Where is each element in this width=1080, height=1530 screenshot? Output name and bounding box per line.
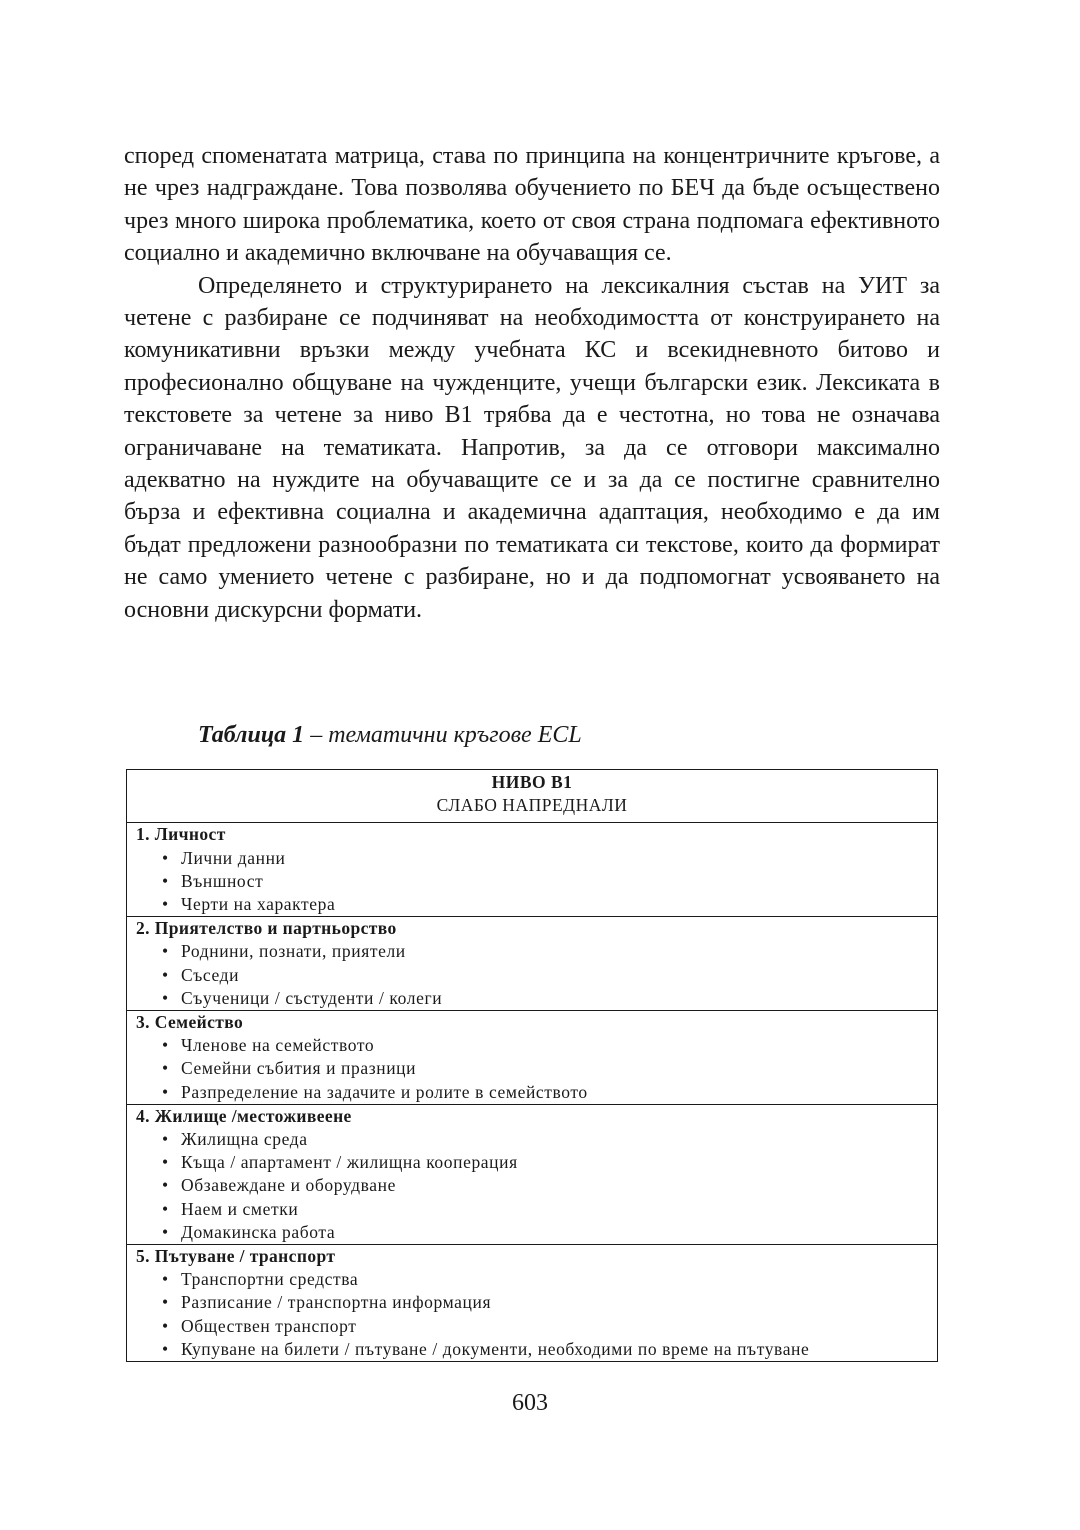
section-items bbox=[136, 1034, 937, 1104]
table-caption-text: – тематични кръгове ECL bbox=[304, 722, 582, 748]
table-section-friendship bbox=[127, 917, 937, 1011]
list-item: • Обществен транспорт bbox=[162, 1315, 937, 1338]
list-item: • Черти на характера bbox=[162, 893, 937, 916]
list-item: • Семейни събития и празници bbox=[162, 1057, 937, 1080]
section-title: 1. Личност bbox=[136, 824, 226, 845]
table-section-family bbox=[127, 1011, 937, 1105]
table-section-housing bbox=[127, 1105, 937, 1245]
themes-table bbox=[126, 769, 938, 1362]
list-item: • Роднини, познати, приятели bbox=[162, 940, 937, 963]
paragraph-2: Определянето и структурирането на лексикалния състав на УИТ за четене с разбиране се подчиняват на необходимостта от конструирането на комуникативни връзки между учебната КС и всекидневното битово и професионално общуване на чужденците, учещи български език. Лексиката в текстовете за четене за ниво В1 трябва да е честотна, но това не означава ограничаване на тематиката. Напротив, за да се отговори максимално адекватно на нуждите на обучаващите се и за да се постигне сравнително бърза и ефективна социална и академична адаптация, необходимо е да им бъдат предложени разнообразни по тематиката си текстове, които да формират не само умението четене с разбиране, но и да подпомогнат усвояването на основни дискурсни формати. bbox=[124, 272, 940, 623]
list-item: • Външност bbox=[162, 870, 937, 893]
list-item: • Обзавеждане и оборудване bbox=[162, 1174, 937, 1197]
list-item: • Лични данни bbox=[162, 847, 937, 870]
list-item: • Наем и сметки bbox=[162, 1198, 937, 1221]
list-item: • Транспортни средства bbox=[162, 1268, 937, 1291]
section-title: 4. Жилище /местоживеене bbox=[136, 1105, 352, 1126]
section-title: 3. Семейство bbox=[136, 1012, 244, 1033]
list-item: • Домакинска работа bbox=[162, 1221, 937, 1244]
list-item: • Разпределение на задачите и ролите в семейството bbox=[162, 1081, 937, 1104]
list-item: • Купуване на билети / пътуване / документи, необходими по време на пътуване bbox=[162, 1338, 937, 1361]
table-section-travel bbox=[127, 1245, 937, 1361]
section-items bbox=[136, 847, 937, 917]
section-title: 5. Пътуване / транспорт bbox=[136, 1246, 336, 1267]
paragraph-1: според споменатата матрица, става по принципа на концентричните кръгове, а не чрез надграждане. Това позволява обучението по БЕЧ да бъде осъществено чрез много широка проблематика, което от своя страна подпомага ефективното социално и академично включване на обучаващия се. bbox=[124, 143, 940, 267]
page-number: 603 bbox=[512, 1390, 548, 1416]
section-title: 2. Приятелство и партньорство bbox=[136, 918, 397, 939]
list-item: • Членове на семейството bbox=[162, 1034, 937, 1057]
table-sublevel: СЛАБО НАПРЕДНАЛИ bbox=[436, 795, 628, 816]
section-items bbox=[136, 1268, 937, 1361]
section-items bbox=[136, 1128, 937, 1244]
table-header bbox=[127, 770, 937, 823]
list-item: • Къща / апартамент / жилищна кооперация bbox=[162, 1151, 937, 1174]
table-caption bbox=[198, 720, 582, 750]
list-item: • Разписание / транспортна информация bbox=[162, 1291, 937, 1314]
body-text bbox=[124, 140, 940, 626]
list-item: • Жилищна среда bbox=[162, 1128, 937, 1151]
table-caption-label: Таблица 1 bbox=[198, 722, 305, 748]
section-items bbox=[136, 940, 937, 1010]
table-section-personality bbox=[127, 823, 937, 917]
table-level: НИВО В1 bbox=[491, 772, 573, 792]
list-item: • Съседи bbox=[162, 964, 937, 987]
list-item: • Съученици / състуденти / колеги bbox=[162, 987, 937, 1010]
